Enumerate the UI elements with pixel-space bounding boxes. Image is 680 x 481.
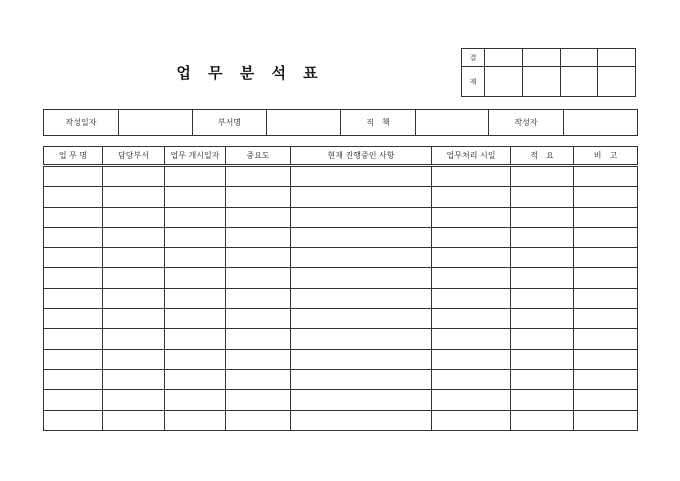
table-cell[interactable] — [511, 309, 574, 329]
table-cell[interactable] — [103, 369, 165, 389]
info-row — [43, 109, 638, 136]
approval-sign-cell[interactable] — [522, 67, 560, 97]
table-cell[interactable] — [574, 349, 638, 369]
table-row — [44, 166, 638, 187]
table-cell[interactable] — [574, 187, 638, 207]
table-cell[interactable] — [44, 410, 103, 430]
table-cell[interactable] — [226, 227, 291, 247]
approval-sign-cell[interactable] — [560, 67, 598, 97]
info-value-position[interactable] — [416, 110, 489, 136]
table-row — [44, 349, 638, 369]
approval-title-cell[interactable] — [598, 49, 636, 67]
table-cell[interactable] — [432, 166, 511, 187]
table-cell[interactable] — [291, 309, 432, 329]
table-cell[interactable] — [44, 390, 103, 410]
table-cell[interactable] — [226, 248, 291, 268]
table-cell[interactable] — [165, 309, 226, 329]
table-cell[interactable] — [165, 207, 226, 227]
table-cell[interactable] — [165, 248, 226, 268]
table-cell[interactable] — [291, 207, 432, 227]
table-cell[interactable] — [226, 187, 291, 207]
table-row — [44, 248, 638, 268]
table-cell[interactable] — [574, 227, 638, 247]
table-cell[interactable] — [103, 207, 165, 227]
table-cell[interactable] — [103, 187, 165, 207]
table-cell[interactable] — [226, 329, 291, 349]
table-cell[interactable] — [574, 309, 638, 329]
table-cell[interactable] — [291, 227, 432, 247]
table-cell[interactable] — [44, 268, 103, 288]
table-cell[interactable] — [165, 288, 226, 308]
table-cell[interactable] — [165, 268, 226, 288]
table-cell[interactable] — [291, 329, 432, 349]
table-cell[interactable] — [511, 207, 574, 227]
header-importance: 중요도 — [226, 147, 291, 166]
table-cell[interactable] — [165, 390, 226, 410]
table-cell[interactable] — [511, 227, 574, 247]
table-cell[interactable] — [165, 369, 226, 389]
table-cell[interactable] — [511, 369, 574, 389]
table-cell[interactable] — [511, 349, 574, 369]
table-row — [44, 227, 638, 247]
table-cell[interactable] — [291, 410, 432, 430]
table-cell[interactable] — [432, 309, 511, 329]
table-cell[interactable] — [432, 248, 511, 268]
table-cell[interactable] — [103, 410, 165, 430]
table-cell[interactable] — [432, 268, 511, 288]
table-cell[interactable] — [574, 207, 638, 227]
table-row — [44, 369, 638, 389]
table-cell[interactable] — [432, 288, 511, 308]
table-cell[interactable] — [44, 369, 103, 389]
table-cell[interactable] — [511, 268, 574, 288]
table-cell[interactable] — [432, 349, 511, 369]
info-label-position: 직 책 — [341, 110, 416, 136]
header-department: 담당부서 — [103, 147, 165, 166]
table-cell[interactable] — [103, 329, 165, 349]
header-summary: 적 요 — [511, 147, 574, 166]
table-cell[interactable] — [291, 166, 432, 187]
table-cell[interactable] — [103, 248, 165, 268]
table-row — [44, 268, 638, 288]
table-cell[interactable] — [432, 390, 511, 410]
table-cell[interactable] — [432, 369, 511, 389]
table-cell[interactable] — [165, 349, 226, 369]
work-analysis-table — [43, 146, 638, 431]
approval-sign-cell[interactable] — [485, 67, 523, 97]
table-row — [44, 207, 638, 227]
table-cell[interactable] — [44, 207, 103, 227]
table-cell[interactable] — [103, 227, 165, 247]
table-cell[interactable] — [103, 309, 165, 329]
info-value-department[interactable] — [267, 110, 341, 136]
approval-title-cell[interactable] — [560, 49, 598, 67]
table-cell[interactable] — [291, 288, 432, 308]
table-row — [44, 410, 638, 430]
table-cell[interactable] — [165, 410, 226, 430]
table-cell[interactable] — [226, 349, 291, 369]
table-cell[interactable] — [44, 309, 103, 329]
header-task-name: 업 무 명 — [44, 147, 103, 166]
header-processing-time: 업무처리 시일 — [432, 147, 511, 166]
table-row — [44, 187, 638, 207]
table-cell[interactable] — [44, 329, 103, 349]
info-label-date: 작성일자 — [44, 110, 119, 136]
table-cell[interactable] — [574, 248, 638, 268]
table-cell[interactable] — [432, 227, 511, 247]
table-cell[interactable] — [291, 187, 432, 207]
table-cell[interactable] — [574, 268, 638, 288]
table-cell[interactable] — [226, 390, 291, 410]
table-cell[interactable] — [165, 329, 226, 349]
info-value-date[interactable] — [119, 110, 193, 136]
table-cell[interactable] — [511, 248, 574, 268]
table-cell[interactable] — [511, 329, 574, 349]
table-cell[interactable] — [511, 288, 574, 308]
table-cell[interactable] — [226, 268, 291, 288]
table-cell[interactable] — [103, 166, 165, 187]
table-cell[interactable] — [432, 207, 511, 227]
approval-sign-cell[interactable] — [598, 67, 636, 97]
table-cell[interactable] — [103, 268, 165, 288]
table-cell[interactable] — [511, 166, 574, 187]
document-title: 업 무 분 석 표 — [176, 64, 324, 82]
table-cell[interactable] — [291, 369, 432, 389]
table-cell[interactable] — [291, 349, 432, 369]
table-cell[interactable] — [574, 390, 638, 410]
table-cell[interactable] — [103, 349, 165, 369]
table-cell[interactable] — [511, 410, 574, 430]
table-cell[interactable] — [165, 187, 226, 207]
table-cell[interactable] — [165, 166, 226, 187]
table-row — [44, 309, 638, 329]
approval-title-cell[interactable] — [522, 49, 560, 67]
table-cell[interactable] — [511, 187, 574, 207]
table-cell[interactable] — [165, 227, 226, 247]
table-cell[interactable] — [432, 187, 511, 207]
info-label-department: 부서명 — [193, 110, 267, 136]
table-cell[interactable] — [226, 309, 291, 329]
table-cell[interactable] — [574, 329, 638, 349]
table-cell[interactable] — [574, 410, 638, 430]
table-cell[interactable] — [574, 166, 638, 187]
table-cell[interactable] — [44, 166, 103, 187]
header-remarks: 비 고 — [574, 147, 638, 166]
table-row — [44, 329, 638, 349]
table-cell[interactable] — [44, 248, 103, 268]
table-cell[interactable] — [44, 227, 103, 247]
table-cell[interactable] — [511, 390, 574, 410]
info-value-author[interactable] — [564, 110, 638, 136]
table-cell[interactable] — [226, 166, 291, 187]
table-row — [44, 390, 638, 410]
table-cell[interactable] — [103, 390, 165, 410]
approval-box — [461, 48, 636, 97]
table-cell[interactable] — [291, 248, 432, 268]
info-label-author: 작성자 — [489, 110, 564, 136]
approval-title-cell[interactable] — [485, 49, 523, 67]
table-cell[interactable] — [103, 288, 165, 308]
approval-label-top: 결 — [462, 49, 485, 67]
table-cell[interactable] — [44, 349, 103, 369]
table-cell[interactable] — [574, 369, 638, 389]
table-cell[interactable] — [226, 410, 291, 430]
table-cell[interactable] — [291, 268, 432, 288]
table-cell[interactable] — [44, 288, 103, 308]
table-cell[interactable] — [432, 329, 511, 349]
table-cell[interactable] — [44, 187, 103, 207]
table-cell[interactable] — [226, 288, 291, 308]
approval-label-bottom: 재 — [462, 67, 485, 97]
table-header-row — [44, 147, 638, 166]
table-cell[interactable] — [291, 390, 432, 410]
table-cell[interactable] — [226, 207, 291, 227]
table-row — [44, 288, 638, 308]
header-start-date: 업무 개시일자 — [165, 147, 226, 166]
header-current-progress: 현재 진행중인 사항 — [291, 147, 432, 166]
table-cell[interactable] — [574, 288, 638, 308]
table-cell[interactable] — [226, 369, 291, 389]
table-cell[interactable] — [432, 410, 511, 430]
